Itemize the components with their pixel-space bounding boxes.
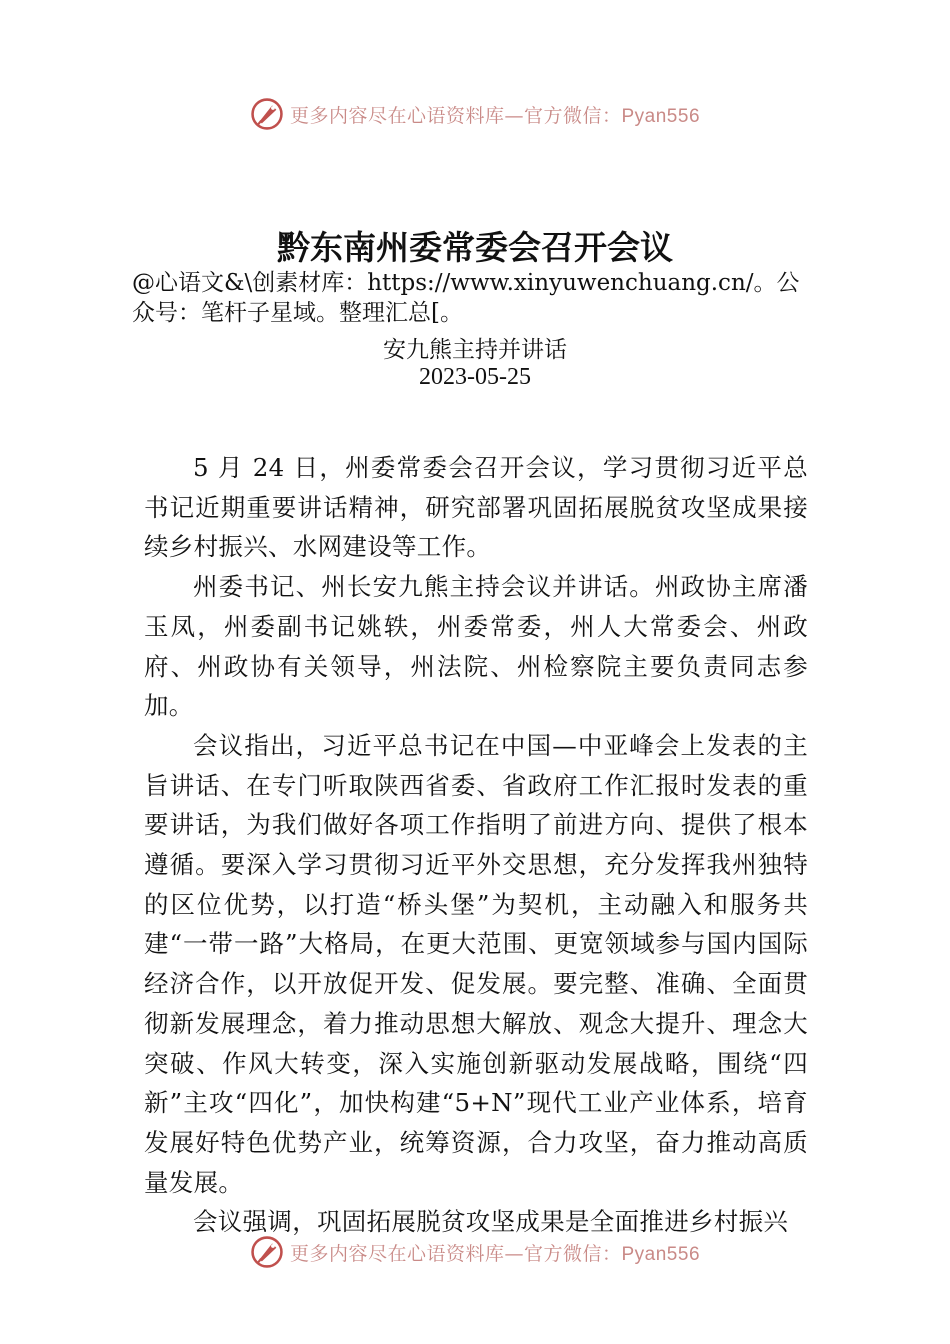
paragraph: 会议指出，习近平总书记在中国—中亚峰会上发表的主旨讲话、在专门听取陕西省委、省政府工作汇报时发表的重要讲话，为我们做好各项工作指明了前进方向、提供了根本遵循。要深入学习贯彻习近平外交思想，充分发挥我州独特的区位优势，以打造“桥头堡”为契机，主动融入和服务共建“一带一路”大格局，在更大范围、更宽领域参与国内国际经济合作，以开放促开发、促发展。要完整、准确、全面贯彻新发展理念，着力推动思想大解放、观念大提升、理念大突破、作风大转变，深入实施创新驱动发展战略，围绕“四新”主攻“四化”，加快构建“5+N”现代工业产业体系，培育发展好特色优势产业，统筹资源，合力攻坚，奋力推动高质量发展。 — [144, 730, 808, 1197]
source-line: @心语文&\创素材库：https://www.xinyuwenchuang.cn/。公众号：笔杆子星域。整理汇总[。 — [132, 270, 800, 326]
article-body — [144, 448, 808, 1242]
footer-banner — [0, 1232, 950, 1272]
pen-nib-logo-icon — [250, 97, 284, 131]
banner-text — [290, 1239, 700, 1266]
pen-nib-logo-icon — [250, 1235, 284, 1269]
author-line: 安九熊主持并讲话 — [383, 337, 567, 363]
document-title: 黔东南州委常委会召开会议 — [277, 228, 673, 267]
wechat-id: Pyan556 — [621, 1243, 701, 1265]
paragraph: 会议强调，巩固拓展脱贫攻坚成果是全面推进乡村振兴 — [193, 1207, 789, 1237]
banner-label: 更多内容尽在心语资料库—官方微信： — [289, 104, 622, 127]
publish-date: 2023-05-25 — [419, 364, 531, 390]
banner-label: 更多内容尽在心语资料库—官方微信： — [289, 1242, 622, 1265]
paragraph: 5 月 24 日，州委常委会召开会议，学习贯彻习近平总书记近期重要讲话精神，研究部署巩固拓展脱贫攻坚成果接续乡村振兴、水网建设等工作。 — [144, 453, 808, 562]
header-banner — [0, 94, 950, 134]
paragraph: 州委书记、州长安九熊主持会议并讲话。州政协主席潘玉凤，州委副书记姚轶，州委常委，州人大常委会、州政府、州政协有关领导，州法院、州检察院主要负责同志参加。 — [144, 572, 808, 721]
wechat-id: Pyan556 — [621, 105, 701, 127]
banner-text — [290, 101, 700, 128]
